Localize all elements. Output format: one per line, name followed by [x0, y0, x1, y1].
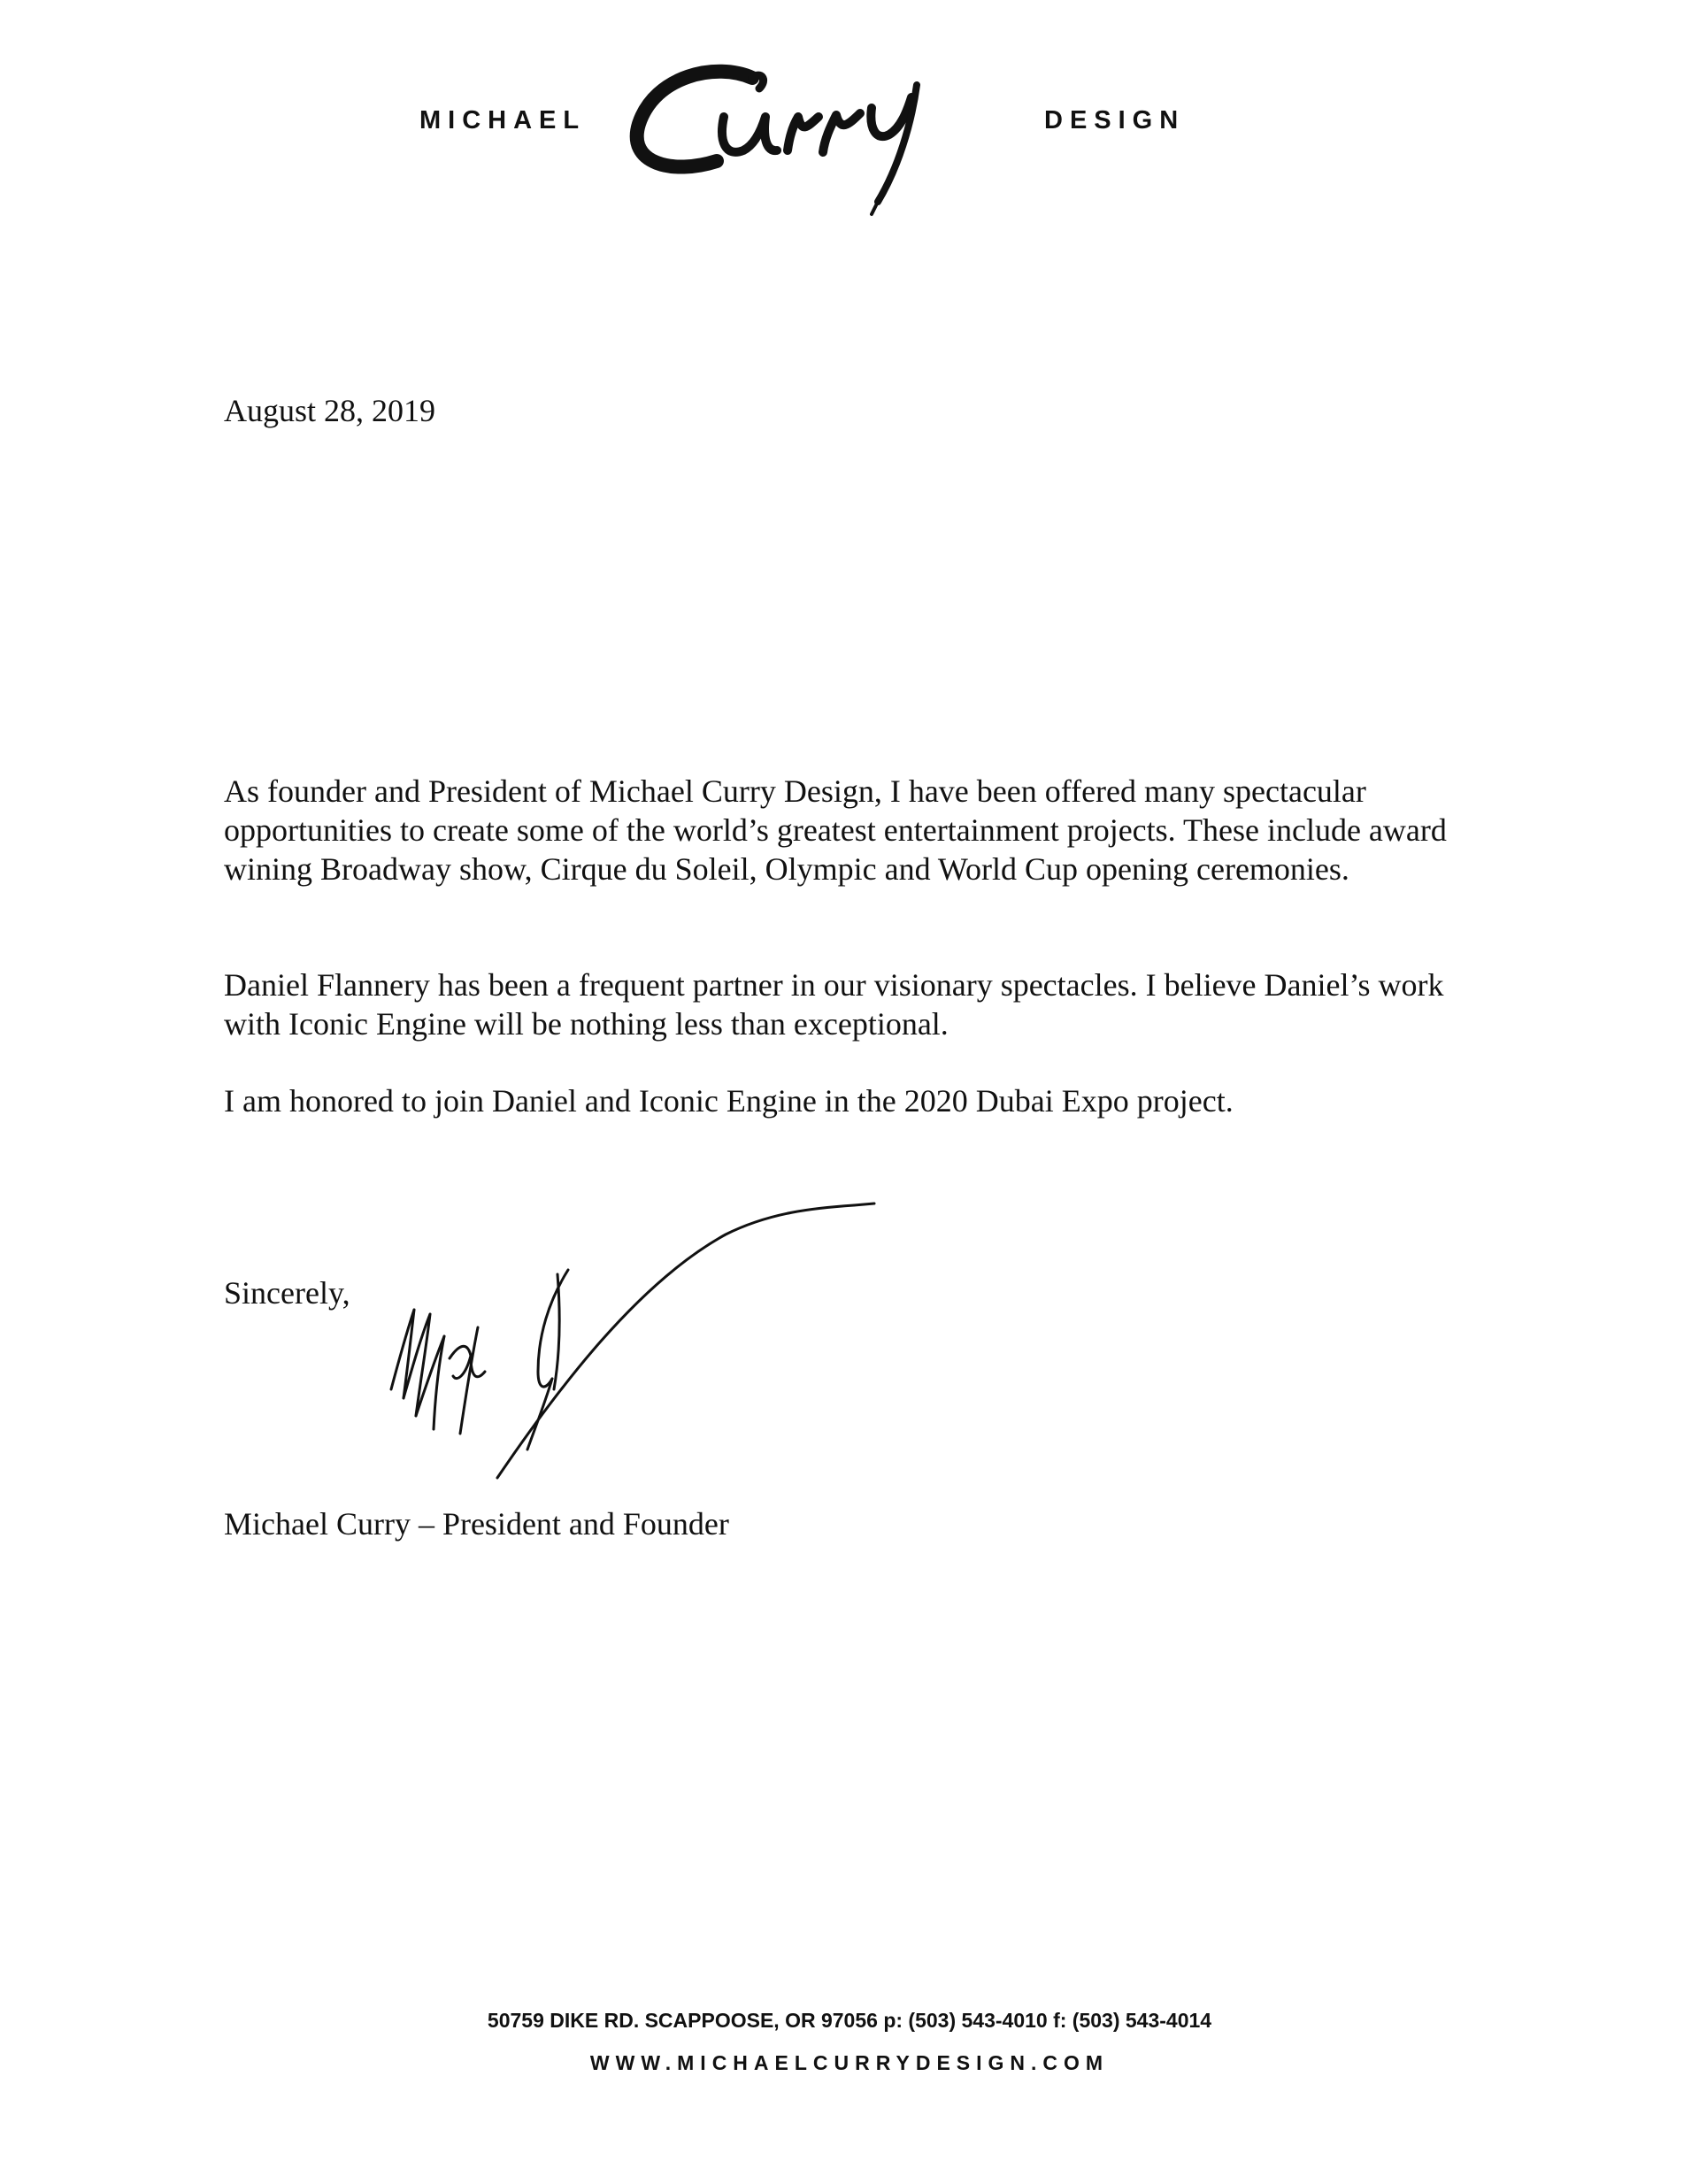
handwritten-signature [372, 1186, 947, 1531]
paragraph-1: As founder and President of Michael Curry Design, I have been offered many spectacular opportunities to create some of the world’s greatest entertainment projects. These include award wining Broadway show, Cirque du Soleil, Olympic and World Cup opening ceremonies. [224, 773, 1447, 887]
paragraph-2: Daniel Flannery has been a frequent partner in our visionary spectacles. I believe Daniel’s work with Iconic Engine will be nothing less than exceptional. [224, 967, 1444, 1042]
closing: Sincerely, [224, 1275, 350, 1311]
signer-name: Michael Curry – President and Founder [224, 1506, 729, 1542]
footer-address: 50759 DIKE RD. SCAPPOOSE, OR 97056 p: (503) 543-4010 f: (503) 543-4014 [487, 2009, 1212, 2032]
curry-script-logo [619, 53, 1035, 230]
letterhead [0, 53, 1699, 230]
letterhead-design: DESIGN [1044, 106, 1186, 135]
letterhead-michael: MICHAEL [419, 106, 587, 135]
paragraph-3: I am honored to join Daniel and Iconic Engine in the 2020 Dubai Expo project. [224, 1083, 1234, 1119]
letter-date: August 28, 2019 [224, 393, 436, 428]
footer-website: WWW.MICHAELCURRYDESIGN.COM [589, 2051, 1110, 2074]
